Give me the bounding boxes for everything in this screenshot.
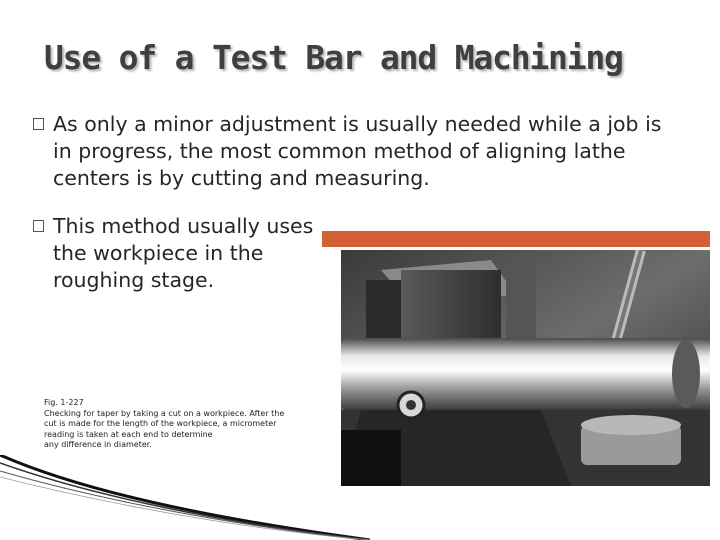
caption-line: reading is taken at each end to determine [44, 429, 213, 439]
slide-title: Use of a Test Bar and Machining [44, 38, 623, 77]
bullet-text: As only a minor adjustment is usually needed while a job is in progress, the most common method of aligning lathe centers is by cutting and measuring. [53, 112, 662, 190]
caption-line: Fig. 1-227 [44, 398, 84, 407]
caption-line: any difference in diameter. [44, 440, 152, 449]
bullet-box-icon [33, 220, 44, 232]
caption-line: cut is made for the length of the workpiece, a micrometer [44, 419, 277, 428]
figure-caption [44, 398, 344, 451]
bullet-item-1 [33, 111, 673, 192]
bullet-item-2 [33, 213, 333, 294]
caption-line: Checking for taper by taking a cut on a workpiece. After the [44, 408, 285, 418]
lathe-workpiece-photo-icon [341, 250, 710, 486]
lathe-photo [341, 250, 710, 486]
bullet-box-icon [33, 118, 44, 130]
decorative-swoosh [0, 455, 370, 540]
bullet-text: This method usually uses the workpiece in the roughing stage. [53, 214, 314, 292]
accent-bar [322, 231, 710, 247]
